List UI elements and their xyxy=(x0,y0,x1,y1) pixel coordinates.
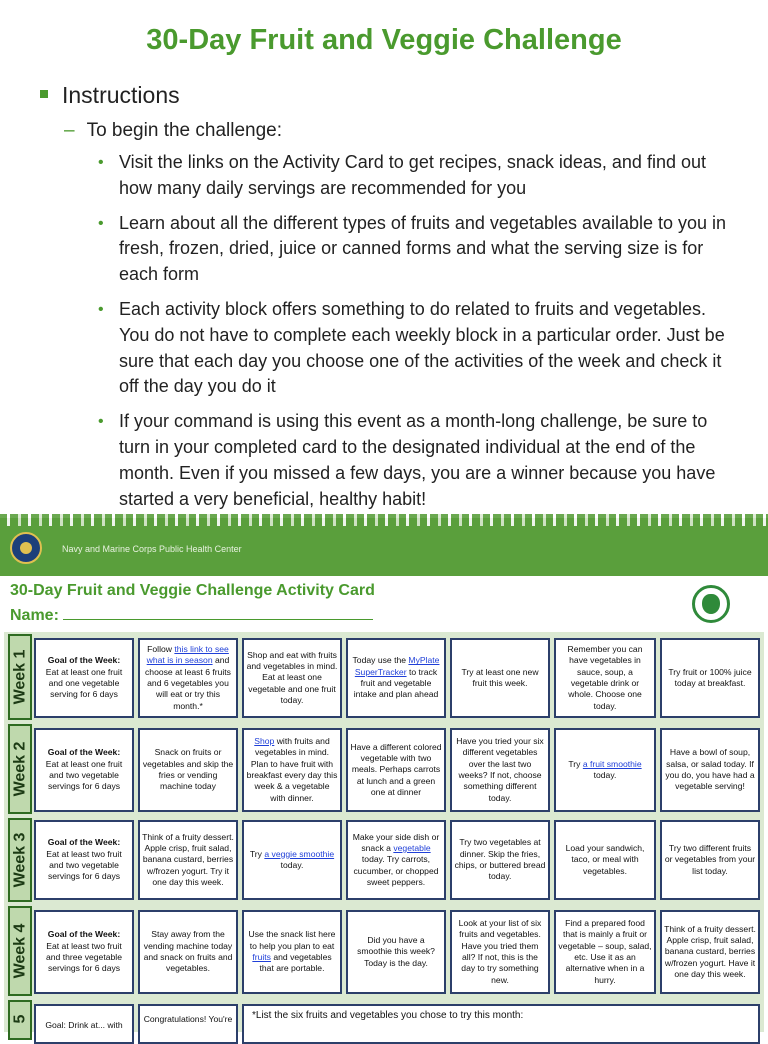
bullet-icon: • xyxy=(98,300,104,318)
activity-cell: Shop with fruits and vegetables in mind. Plan to have fruit with breakfast every day this week & a vegetable with dinner. xyxy=(242,728,342,812)
list-item: • Each activity block offers something to do related to fruits and vegetables. You do not have to complete each weekly block in a particular order. Just be sure that each day you choose one of the activities of the week and check it off the day you do it xyxy=(98,298,725,397)
activity-cell: Try a veggie smoothie today. xyxy=(242,820,342,900)
activity-cell: Did you have a smoothie this week? Today is the day. xyxy=(346,910,446,994)
activity-cell: Try at least one new fruit this week. xyxy=(450,638,550,718)
activity-cell: Try fruit or 100% juice today at breakfast. xyxy=(660,638,760,718)
card-title: 30-Day Fruit and Veggie Challenge Activity Card xyxy=(10,582,375,599)
banner-brush-edge xyxy=(0,514,768,526)
activity-cell: Today use the MyPlate SuperTracker to track fruit and vegetable intake and plan ahead xyxy=(346,638,446,718)
navy-seal-icon xyxy=(10,532,42,564)
list-item: • Learn about all the different types of fruits and vegetables available to you in fresh, frozen, dried, juice or canned forms and what the serving size is for each form xyxy=(98,212,727,285)
activity-cell: Think of a fruity dessert. Apple crisp, fruit salad, banana custard, berries w/frozen yogurt. Try it one day this week. xyxy=(138,820,238,900)
activity-cell: Load your sandwich, taco, or meal with vegetables. xyxy=(554,820,656,900)
activity-cell: Stay away from the vending machine today and snack on fruits and vegetables. xyxy=(138,910,238,994)
instruction-list xyxy=(98,150,738,521)
activity-cell: Try two different fruits or vegetables from your list today. xyxy=(660,820,760,900)
instructions-heading: Instructions xyxy=(40,82,180,109)
list-item: • Visit the links on the Activity Card to get recipes, snack ideas, and find out how many daily servings are recommended for you xyxy=(98,152,706,198)
goal-cell: Goal of the Week: Eat at least two fruit and three vegetable servings for 6 days xyxy=(34,910,134,994)
activity-cell: Use the snack list here to help you plan to eat fruits and vegetables that are portable. xyxy=(242,910,342,994)
bullet-icon: • xyxy=(98,413,104,431)
begin-subheading: – To begin the challenge: xyxy=(64,120,283,141)
activity-grid xyxy=(4,632,764,1032)
goal-cell: Goal of the Week: Eat at least one fruit and one vegetable serving for 6 days xyxy=(34,638,134,718)
name-field: Name: xyxy=(10,605,373,625)
square-bullet-icon xyxy=(40,90,48,98)
activity-cell: Have a different colored vegetable with two meals. Perhaps carrots at lunch and a green one at dinner xyxy=(346,728,446,812)
activity-cell: Make your side dish or snack a vegetable today. Try carrots, cucumber, or chopped sweet peppers. xyxy=(346,820,446,900)
goal-cell: Goal: Drink at... with xyxy=(34,1004,134,1044)
bullet-icon: • xyxy=(98,154,104,171)
activity-cell: Try a fruit smoothie today. xyxy=(554,728,656,812)
week-label: Week 2 xyxy=(8,724,32,814)
name-line xyxy=(63,605,373,620)
activity-cell: Try two vegetables at dinner. Skip the fries, chips, or buttered bread today. xyxy=(450,820,550,900)
goal-cell: Goal of the Week: Eat at least two fruit and two vegetable servings for 6 days xyxy=(34,820,134,900)
activity-cell: Look at your list of six fruits and vegetables. Have you tried them all? If not, this is the day to try something new. xyxy=(450,910,550,994)
shop-link[interactable]: Shop xyxy=(254,736,275,747)
activity-cell: Remember you can have vegetables in sauce, soup, a vegetable drink or whole. Choose one today. xyxy=(554,638,656,718)
fruits-link[interactable]: fruits xyxy=(252,952,271,962)
season-link[interactable]: this link to see what is in season xyxy=(146,644,229,666)
fruit-veggie-list-cell: *List the six fruits and vegetables you chose to try this month: xyxy=(242,1004,760,1044)
fruit-smoothie-link[interactable]: a fruit smoothie xyxy=(582,758,642,769)
list-item: • If your command is using this event as a month-long challenge, be sure to turn in your completed card to the designated individual at the end of the month. Even if you missed a few days, you are a winner because you have started a very beneficial, healthy habit! xyxy=(98,411,716,509)
activity-cell: Think of a fruity dessert. Apple crisp, fruit salad, banana custard, berries w/frozen yogurt. Have it one day this week. xyxy=(660,910,760,994)
week-label: Week 1 xyxy=(8,634,32,720)
activity-cell: Shop and eat with fruits and vegetables in mind. Eat at least one vegetable and one fruit today. xyxy=(242,638,342,718)
bullet-icon: • xyxy=(98,214,104,232)
week-label: 5 xyxy=(8,1000,32,1040)
activity-cell: Follow this link to see what is in season and choose at least 6 fruits and 6 vegetables you will eat or try this month.* xyxy=(138,638,238,718)
week-label: Week 3 xyxy=(8,818,32,902)
activity-cell: Have you tried your six different vegetables over the last two weeks? If not, choose something different today. xyxy=(450,728,550,812)
organization-name: Navy and Marine Corps Public Health Center xyxy=(62,544,242,554)
vegetable-link[interactable]: vegetable xyxy=(393,843,431,854)
activity-cell: Find a prepared food that is mainly a fruit or vegetable – soup, salad, etc. Use it as an alternative when in a hurry. xyxy=(554,910,656,994)
veggie-smoothie-link[interactable]: a veggie smoothie xyxy=(264,848,335,859)
activity-cell: Congratulations! You're xyxy=(138,1004,238,1044)
activity-cell: Have a bowl of soup, salsa, or salad today. If you do, you have had a vegetable serving! xyxy=(660,728,760,812)
slide-title: 30-Day Fruit and Veggie Challenge xyxy=(146,24,622,56)
activity-cell: Snack on fruits or vegetables and skip the fries or vending machine today xyxy=(138,728,238,812)
apple-logo-icon xyxy=(692,585,730,623)
goal-cell: Goal of the Week: Eat at least one fruit and two vegetable servings for 6 days xyxy=(34,728,134,812)
week-label: Week 4 xyxy=(8,906,32,996)
supertracker-link[interactable]: MyPlate SuperTracker xyxy=(354,655,440,677)
